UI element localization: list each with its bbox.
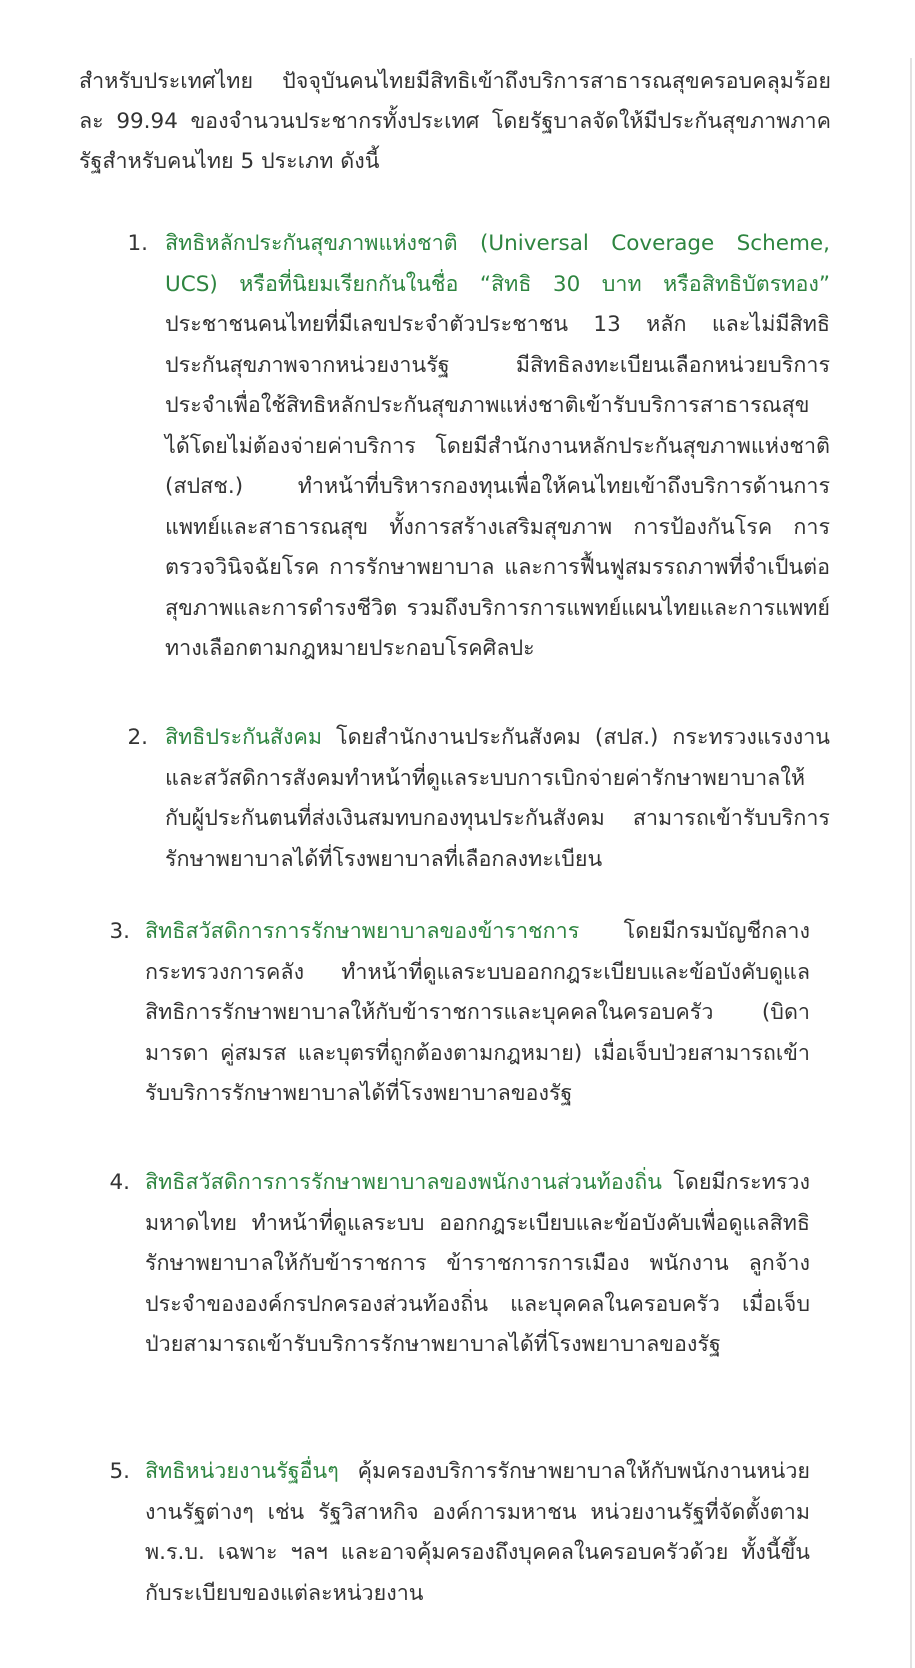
list-item-number: 2. (127, 725, 148, 750)
list-item-text: โดยมีกรมบัญชีกลางกระทรวงการคลัง ทำหน้าที่ดูแลระบบออกกฎระเบียบและข้อบังคับดูแลสิทธิการรักษาพยาบาลให้กับข้าราชการและบุคคลในครอบครัว (บิดา มารดา คู่สมรส และบุตรที่ถูกต้องตามกฎหมาย) เมื่อเจ็บป่วยสามารถเข้ารับบริการรักษาพยาบาลได้ที่โรงพยาบาลของรัฐ (145, 919, 810, 1106)
list-item-title: สิทธิประกันสังคม (165, 725, 323, 750)
list-item-body (145, 912, 810, 1115)
list-item-title: สิทธิหลักประกันสุขภาพแห่งชาติ (Universal Coverage Scheme, UCS) หรือที่นิยมเรียกกันในชื่อ “สิทธิ 30 บาท หรือสิทธิบัตรทอง” (165, 231, 830, 297)
scrollbar-track[interactable] (910, 58, 912, 1668)
list-item-body (145, 1163, 810, 1366)
list-item-number: 1. (127, 231, 148, 256)
list-item-title: สิทธิหน่วยงานรัฐอื่นๆ (145, 1459, 339, 1484)
list-item-text: โดยสำนักงานประกันสังคม (สปส.) กระทรวงแรงงานและสวัสดิการสังคมทำหน้าที่ดูแลระบบการเบิกจ่ายค่ารักษาพยาบาลให้กับผู้ประกันตนที่ส่งเงินสมทบกองทุนประกันสังคม สามารถเข้ารับบริการรักษาพยาบาลได้ที่โรงพยาบาลที่เลือกลงทะเบียน (165, 725, 830, 872)
list-item-body (165, 224, 830, 670)
list-item-text: โดยมีกระทรวงมหาดไทย ทำหน้าที่ดูแลระบบ ออกกฎระเบียบและข้อบังคับเพื่อดูแลสิทธิรักษาพยาบาลให้กับข้าราชการ ข้าราชการการเมือง พนักงาน ลูกจ้างประจำขององค์กรปกครองส่วนท้องถิ่น และบุคคลในครอบครัว เมื่อเจ็บป่วยสามารถเข้ารับบริการรักษาพยาบาลได้ที่โรงพยาบาลของรัฐ (145, 1170, 810, 1357)
list-item-number: 3. (109, 919, 130, 944)
list-item-title: สิทธิสวัสดิการการรักษาพยาบาลของพนักงานส่วนท้องถิ่น (145, 1170, 662, 1195)
list-item-title: สิทธิสวัสดิการการรักษาพยาบาลของข้าราชการ (145, 919, 580, 944)
list-item-text: คุ้มครองบริการรักษาพยาบาลให้กับพนักงานหน่วยงานรัฐต่างๆ เช่น รัฐวิสาหกิจ องค์การมหาชน หน่วยงานรัฐที่จัดตั้งตาม พ.ร.บ. เฉพาะ ฯลฯ และอาจคุ้มครองถึงบุคคลในครอบครัวด้วย ทั้งนี้ขึ้นกับระเบียบของแต่ละหน่วยงาน (145, 1459, 810, 1606)
list-item-text: ประชาชนคนไทยที่มีเลขประจำตัวประชาชน 13 หลัก และไม่มีสิทธิประกันสุขภาพจากหน่วยงานรัฐ มีสิทธิลงทะเบียนเลือกหน่วยบริการประจำเพื่อใช้สิทธิหลักประกันสุขภาพแห่งชาติเข้ารับบริการสาธารณสุขได้โดยไม่ต้องจ่ายค่าบริการ โดยมีสำนักงานหลักประกันสุขภาพแห่งชาติ (สปสช.) ทำหน้าที่บริหารกองทุนเพื่อให้คนไทยเข้าถึงบริการด้านการแพทย์และสาธารณสุข ทั้งการสร้างเสริมสุขภาพ การป้องกันโรค การตรวจวินิจฉัยโรค การรักษาพยาบาล และการฟื้นฟูสมรรถภาพที่จำเป็นต่อสุขภาพและการดำรงชีวิต รวมถึงบริการการแพทย์แผนไทยและการแพทย์ทางเลือกตามกฎหมายประกอบโรคศิลปะ (165, 312, 830, 661)
intro-paragraph: สำหรับประเทศไทย ปัจจุบันคนไทยมีสิทธิเข้าถึงบริการสาธารณสุขครอบคลุมร้อยละ 99.94 ของจำนวนประชากรทั้งประเทศ โดยรัฐบาลจัดให้มีประกันสุขภาพภาครัฐสำหรับคนไทย 5 ประเภท ดังนี้ (79, 69, 831, 174)
list-item-body (165, 718, 830, 880)
list-item-body (145, 1452, 810, 1614)
list-item-number: 5. (109, 1459, 130, 1484)
list-item-number: 4. (109, 1170, 130, 1195)
